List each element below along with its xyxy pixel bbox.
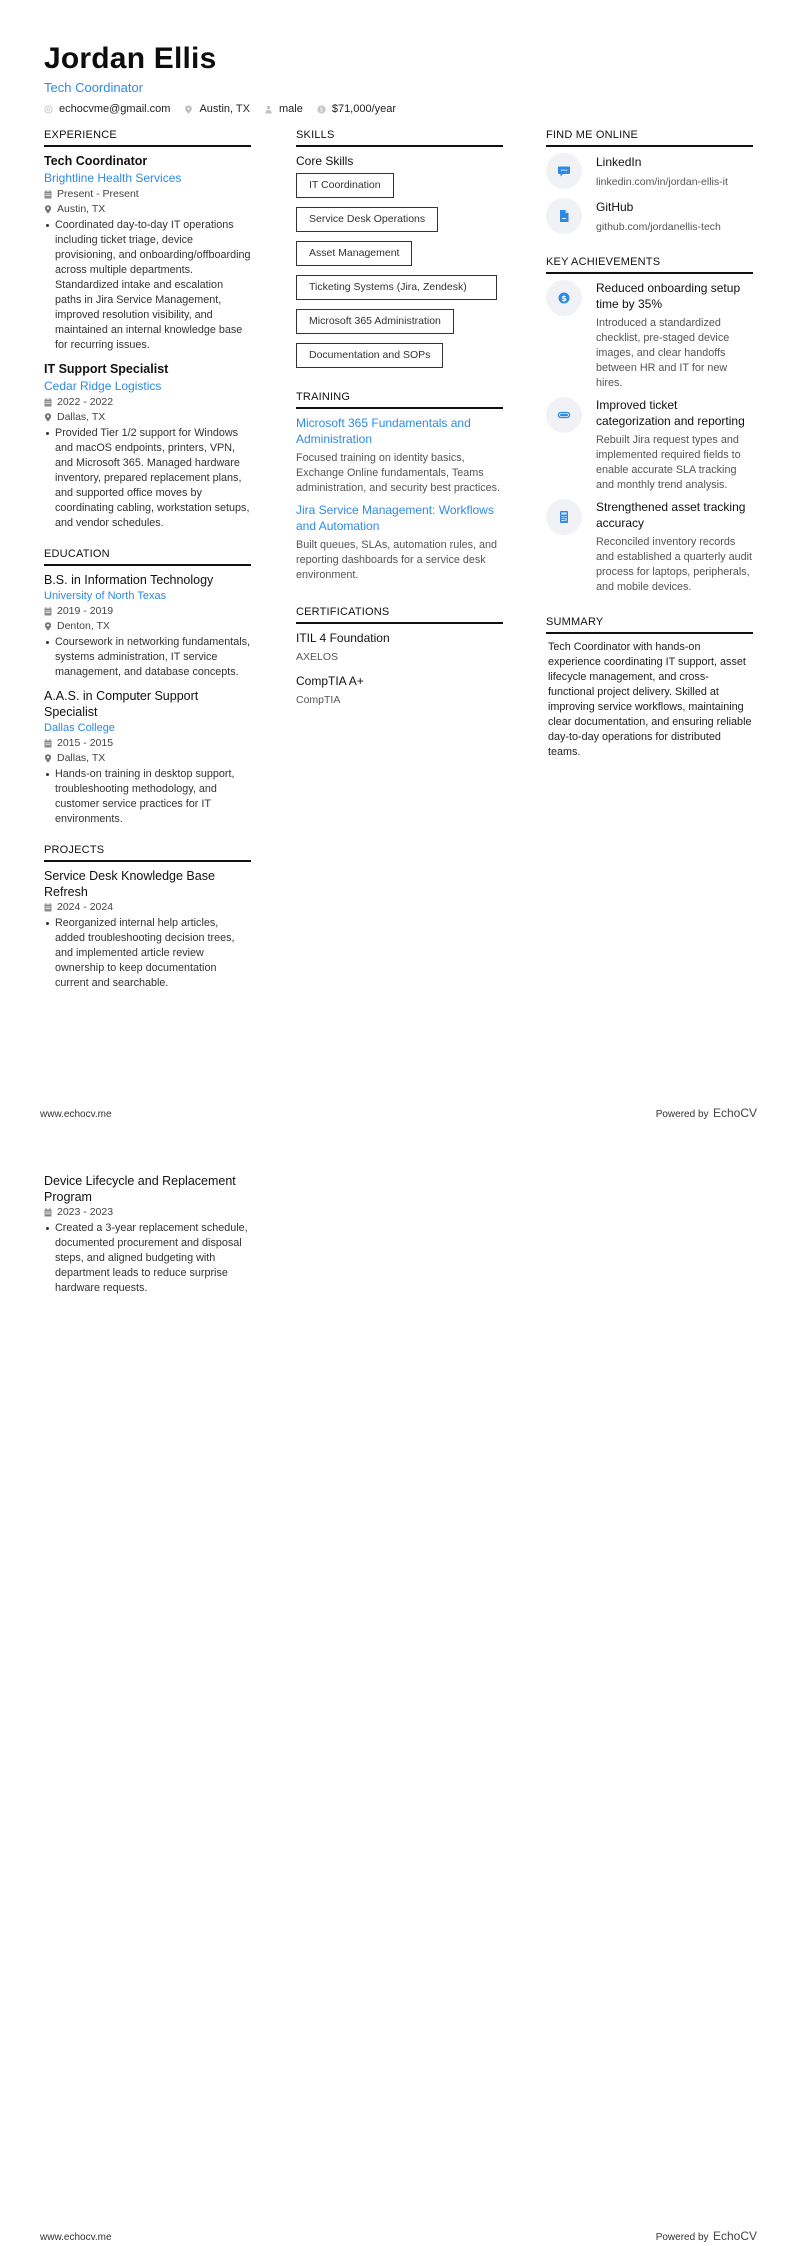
- job-bullets: [44, 426, 251, 531]
- achievement-title: Improved ticket categorization and reporting: [596, 398, 745, 428]
- calendar-icon: [44, 1208, 52, 1217]
- footer-powered: Powered by EchoCV: [655, 2229, 757, 2243]
- online-link-linkedin[interactable]: [546, 153, 753, 190]
- section-title-online: FIND ME ONLINE: [546, 128, 753, 147]
- contact-row: [44, 103, 396, 115]
- section-title-training: TRAINING: [296, 390, 503, 409]
- document-icon: [557, 209, 571, 223]
- online-url[interactable]: github.com/jordanellis-tech: [596, 221, 721, 233]
- education-entry: [44, 688, 251, 827]
- svg-text:$: $: [319, 107, 324, 114]
- achievement-title: Strengthened asset tracking accuracy: [596, 500, 746, 530]
- skill-chip: Microsoft 365 Administration: [296, 309, 454, 334]
- achievements-section: [546, 255, 753, 595]
- education-entry: [44, 572, 251, 680]
- school-location: Dallas, TX: [44, 751, 251, 766]
- candidate-name: Jordan Ellis: [44, 42, 217, 75]
- date-range: 2024 - 2024: [44, 900, 251, 915]
- date-range: 2023 - 2023: [44, 1205, 251, 1220]
- bullet-item: Hands-on training in desktop support, troubleshooting methodology, and customer service practices for IT environments.: [44, 767, 251, 827]
- section-title-summary: SUMMARY: [546, 615, 753, 634]
- bullet-item: Reorganized internal help articles, added troubleshooting decision trees, and implemented article review ownership to keep documentation current and searchable.: [44, 916, 251, 991]
- achievement-item: [546, 499, 753, 595]
- middle-column: [296, 128, 503, 724]
- job-title: Tech Coordinator: [44, 154, 148, 168]
- left-column: [44, 128, 251, 1007]
- project-name: Service Desk Knowledge Base Refresh: [44, 869, 215, 899]
- skill-chip: Documentation and SOPs: [296, 343, 443, 368]
- education-bullets: [44, 635, 251, 680]
- projects-section: [44, 843, 251, 991]
- date-range: Present - Present: [44, 187, 251, 202]
- online-section: [546, 128, 753, 235]
- page-footer: [40, 2227, 757, 2245]
- summary-section: [546, 615, 753, 760]
- calendar-icon: [44, 607, 52, 616]
- education-bullets: [44, 767, 251, 827]
- bullet-item: Coursework in networking fundamentals, systems administration, IT service management, and database concepts.: [44, 635, 251, 680]
- location-pin-icon: [184, 105, 193, 114]
- training-section: [296, 390, 503, 583]
- project-bullets: [44, 1221, 251, 1296]
- contact-gender: male: [264, 103, 303, 115]
- skill-chip: Service Desk Operations: [296, 207, 438, 232]
- experience-entry: [44, 361, 251, 531]
- online-label: GitHub: [596, 200, 634, 214]
- achievement-title: Reduced onboarding setup time by 35%: [596, 281, 741, 311]
- location-pin-icon: [44, 754, 52, 763]
- section-title-certifications: CERTIFICATIONS: [296, 605, 503, 624]
- resume-header: [44, 42, 396, 115]
- at-icon: [44, 105, 53, 114]
- footer-powered: Powered by EchoCV: [655, 1106, 757, 1120]
- achievement-desc: Introduced a standardized checklist, pre-staged device images, and clear handoffs between HR and IT for new hires.: [596, 317, 730, 389]
- project-entry: [44, 1173, 251, 1296]
- section-title-achievements: KEY ACHIEVEMENTS: [546, 255, 753, 274]
- education-section: [44, 547, 251, 827]
- contact-salary: $ $71,000/year: [317, 103, 396, 115]
- training-name: Jira Service Management: Workflows and Automation: [296, 503, 494, 533]
- right-column: [546, 128, 753, 776]
- training-desc: Built queues, SLAs, automation rules, and reporting dashboards for a service desk environment.: [296, 539, 498, 581]
- skill-chip: Asset Management: [296, 241, 412, 266]
- project-name: Device Lifecycle and Replacement Program: [44, 1174, 236, 1204]
- online-link-github[interactable]: [546, 198, 753, 235]
- skills-section: [296, 128, 503, 368]
- battery-icon: [557, 408, 571, 422]
- chat-bubble-icon: [557, 164, 571, 178]
- online-url[interactable]: linkedin.com/in/jordan-ellis-it: [596, 176, 728, 188]
- skill-group-title: Core Skills: [296, 154, 354, 168]
- achievement-desc: Rebuilt Jira request types and implemented required fields to enable accurate SLA tracking and monthly trend analysis.: [596, 434, 741, 491]
- bullet-item: Coordinated day-to-day IT operations including ticket triage, device provisioning, and onboarding/offboarding across multiple departments. Standardized intake and escalation paths in Jira Service Management, improved resolution visibility, and maintained an internal knowledge base for recurring issues.: [44, 218, 251, 353]
- job-location: Austin, TX: [44, 202, 251, 217]
- footer-site-link[interactable]: www.echocv.me: [40, 1109, 112, 1120]
- skill-chip: IT Coordination: [296, 173, 394, 198]
- svg-text:$: $: [561, 293, 567, 303]
- section-title-projects: PROJECTS: [44, 843, 251, 862]
- job-location: Dallas, TX: [44, 410, 251, 425]
- project-entry: [44, 868, 251, 991]
- contact-location: Austin, TX: [184, 103, 250, 115]
- certification-issuer: CompTIA: [296, 694, 341, 706]
- degree-title: B.S. in Information Technology: [44, 573, 214, 587]
- resume-page-2: [0, 1123, 794, 2246]
- date-range: 2022 - 2022: [44, 395, 251, 410]
- company-name: Brightline Health Services: [44, 171, 182, 185]
- contact-email: echocvme@gmail.com: [44, 103, 170, 115]
- project-bullets: [44, 916, 251, 991]
- school-name: University of North Texas: [44, 590, 167, 602]
- dollar-circle-icon: [557, 291, 571, 305]
- experience-section: [44, 128, 251, 531]
- person-icon: [264, 105, 273, 114]
- school-location: Denton, TX: [44, 619, 251, 634]
- experience-entry: [44, 153, 251, 353]
- bullet-item: Created a 3-year replacement schedule, documented procurement and disposal steps, and aligned budgeting with department leads to reduce surprise hardware requests.: [44, 1221, 251, 1296]
- job-title: IT Support Specialist: [44, 362, 169, 376]
- calendar-icon: [44, 903, 52, 912]
- calendar-icon: [44, 398, 52, 407]
- skill-list: [296, 173, 503, 368]
- certification-name: CompTIA A+: [296, 674, 364, 688]
- calendar-icon: [44, 190, 52, 199]
- school-name: Dallas College: [44, 722, 115, 734]
- dollar-circle-icon: [317, 105, 326, 114]
- certification-issuer: AXELOS: [296, 651, 339, 663]
- footer-brand[interactable]: EchoCV: [712, 1106, 757, 1120]
- date-range: 2019 - 2019: [44, 604, 251, 619]
- location-pin-icon: [44, 413, 52, 422]
- section-title-skills: SKILLS: [296, 128, 503, 147]
- training-desc: Focused training on identity basics, Exchange Online fundamentals, Teams administration, and security best practices.: [296, 452, 501, 494]
- page-footer: [40, 1104, 757, 1122]
- job-bullets: [44, 218, 251, 353]
- bullet-item: Provided Tier 1/2 support for Windows and macOS endpoints, printers, VPN, and Microsoft 365. Managed hardware inventory, prepared replacement plans, and supported office moves by coordinating cabling, workstation setups, and vendor schedules.: [44, 426, 251, 531]
- calculator-icon: [557, 510, 571, 524]
- summary-text: Tech Coordinator with hands-on experience coordinating IT support, asset lifecycle management, and cross-functional project delivery. Skilled at improving service workflows, maintaining clear documentation, and ensuring reliable day-to-day operations for distributed teams.: [548, 641, 752, 758]
- achievement-desc: Reconciled inventory records and established a quarterly audit process for laptops, peripherals, and mobile devices.: [596, 536, 753, 593]
- calendar-icon: [44, 739, 52, 748]
- certifications-section: [296, 605, 503, 708]
- projects-continued: [44, 1173, 251, 1304]
- footer-brand[interactable]: EchoCV: [712, 2229, 757, 2243]
- online-label: LinkedIn: [596, 155, 642, 169]
- degree-title: A.A.S. in Computer Support Specialist: [44, 689, 199, 719]
- location-pin-icon: [44, 205, 52, 214]
- footer-site-link[interactable]: www.echocv.me: [40, 2232, 112, 2243]
- achievement-item: [546, 397, 753, 493]
- achievement-item: [546, 280, 753, 391]
- training-name: Microsoft 365 Fundamentals and Administration: [296, 416, 471, 446]
- company-name: Cedar Ridge Logistics: [44, 379, 162, 393]
- location-pin-icon: [44, 622, 52, 631]
- section-title-experience: EXPERIENCE: [44, 128, 251, 147]
- section-title-education: EDUCATION: [44, 547, 251, 566]
- certification-name: ITIL 4 Foundation: [296, 631, 390, 645]
- candidate-role: Tech Coordinator: [44, 80, 143, 95]
- date-range: 2015 - 2015: [44, 736, 251, 751]
- skill-chip: Ticketing Systems (Jira, Zendesk): [296, 275, 497, 300]
